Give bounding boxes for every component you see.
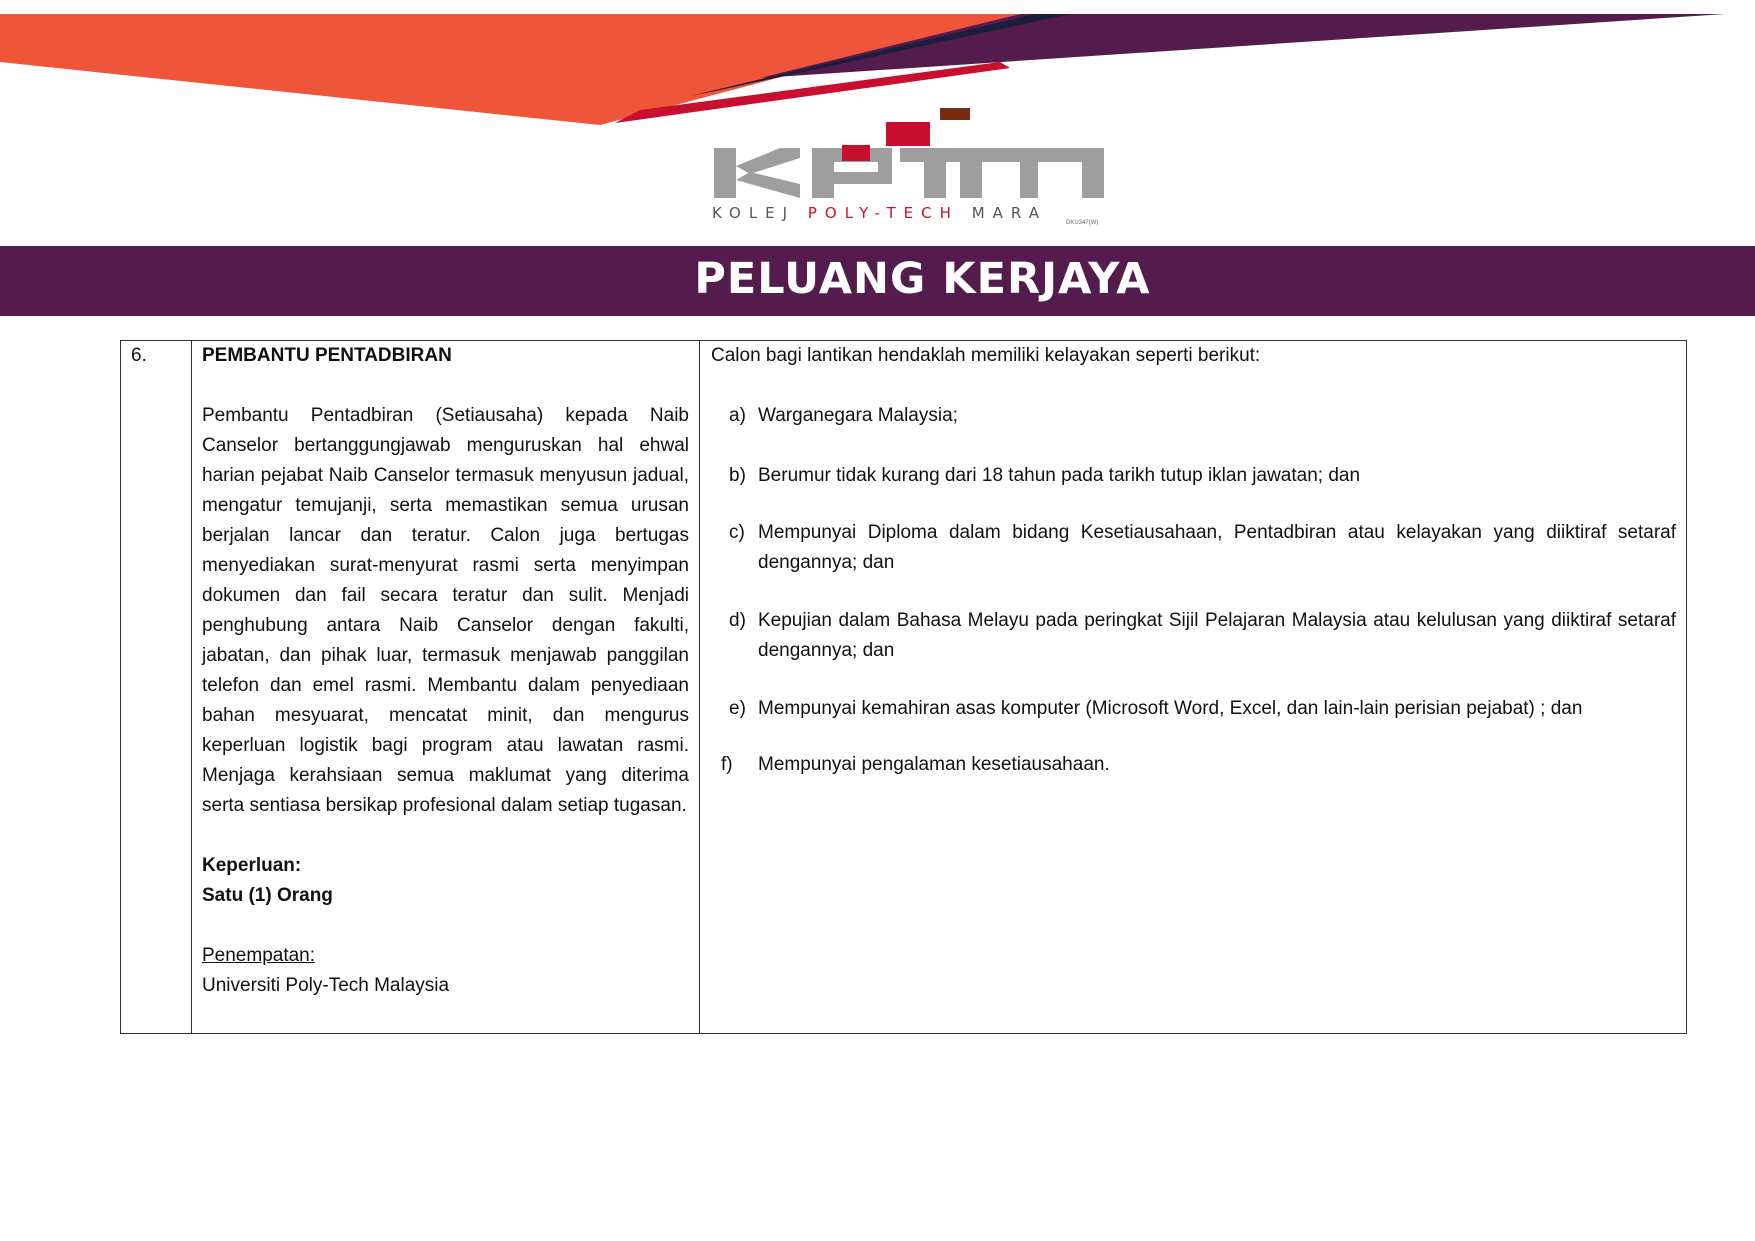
logo-subtitle-mara: MARA [971,204,1047,222]
logo-subtitle [712,204,1047,222]
logo-registration: DKU347(W) [1066,220,1099,226]
list-item [711,401,1676,431]
list-marker: d) [729,610,746,631]
list-item-text: Berumur tidak kurang dari 18 tahun pada tarikh tutup iklan jawatan; dan [758,465,1361,486]
placement-colon: : [309,945,316,966]
page-title: PELUANG KERJAYA [694,254,1151,304]
list-item-text: Mempunyai pengalaman kesetiausahaan. [758,754,1110,775]
list-item-text: Mempunyai kemahiran asas komputer (Microsoft Word, Excel, dan lain-lain perisian pejabat) ; dan [758,698,1583,719]
list-item [711,606,1676,666]
job-description: Pembantu Pentadbiran (Setiausaha) kepada Naib Canselor bertanggungjawab menguruskan hal ehwal harian pejabat Naib Canselor termasuk menyusun jadual, mengatur temujanji, serta memastikan semua urusan berjalan lancar dan teratur. Calon juga bertugas menyediakan surat-menyurat rasmi serta menyimpan dokumen dan fail secara teratur dan sulit. Menjadi penghubung antara Naib Canselor dengan fakulti, jabatan, dan pihak luar, termasuk menjawab panggilan telefon dan emel rasmi. Membantu dalam penyediaan bahan mesyuarat, mencatat minit, dan mengurus keperluan logistik bagi program atau lawatan rasmi. Menjaga kerahsiaan semua maklumat yang diterima serta sentiasa bersikap profesional dalam setiap tugasan. [202,405,689,816]
list-item [711,750,1676,780]
qualifications-cell [700,341,1687,1034]
job-number-cell [121,341,192,1034]
placement-value: Universiti Poly-Tech Malaysia [202,975,450,996]
placement-label: Penempatan [202,945,310,966]
qualifications-intro: Calon bagi lantikan hendaklah memiliki kelayakan seperti berikut: [711,345,1261,366]
list-marker: e) [729,698,746,719]
job-number: 6. [131,345,147,366]
list-marker: c) [729,522,745,543]
list-item [711,461,1676,491]
job-table [120,340,1687,1034]
list-marker: f) [721,754,733,775]
job-title: PEMBANTU PENTADBIRAN [202,345,452,366]
logo-subtitle-polytech: POLY-TECH [807,204,959,222]
list-marker: b) [729,465,746,486]
table-row [121,341,1687,1034]
list-item-text: Kepujian dalam Bahasa Melayu pada peringkat Sijil Pelajaran Malaysia atau kelulusan yang diiktiraf setaraf dengannya; dan [758,610,1676,661]
requirement-value: Satu (1) Orang [202,885,333,906]
list-marker: a) [729,405,746,426]
logo-subtitle-kolej: KOLEJ [712,204,796,222]
job-description-cell [192,341,700,1034]
list-item [711,518,1676,578]
list-item [711,694,1676,724]
list-item-text: Mempunyai Diploma dalam bidang Kesetiausahaan, Pentadbiran atau kelayakan yang diiktiraf setaraf dengannya; dan [758,522,1676,573]
requirement-label: Keperluan: [202,855,302,876]
placement-heading [202,941,689,971]
list-item-text: Warganegara Malaysia; [758,405,958,426]
title-bar [0,246,1755,316]
qualifications-list [711,401,1676,780]
